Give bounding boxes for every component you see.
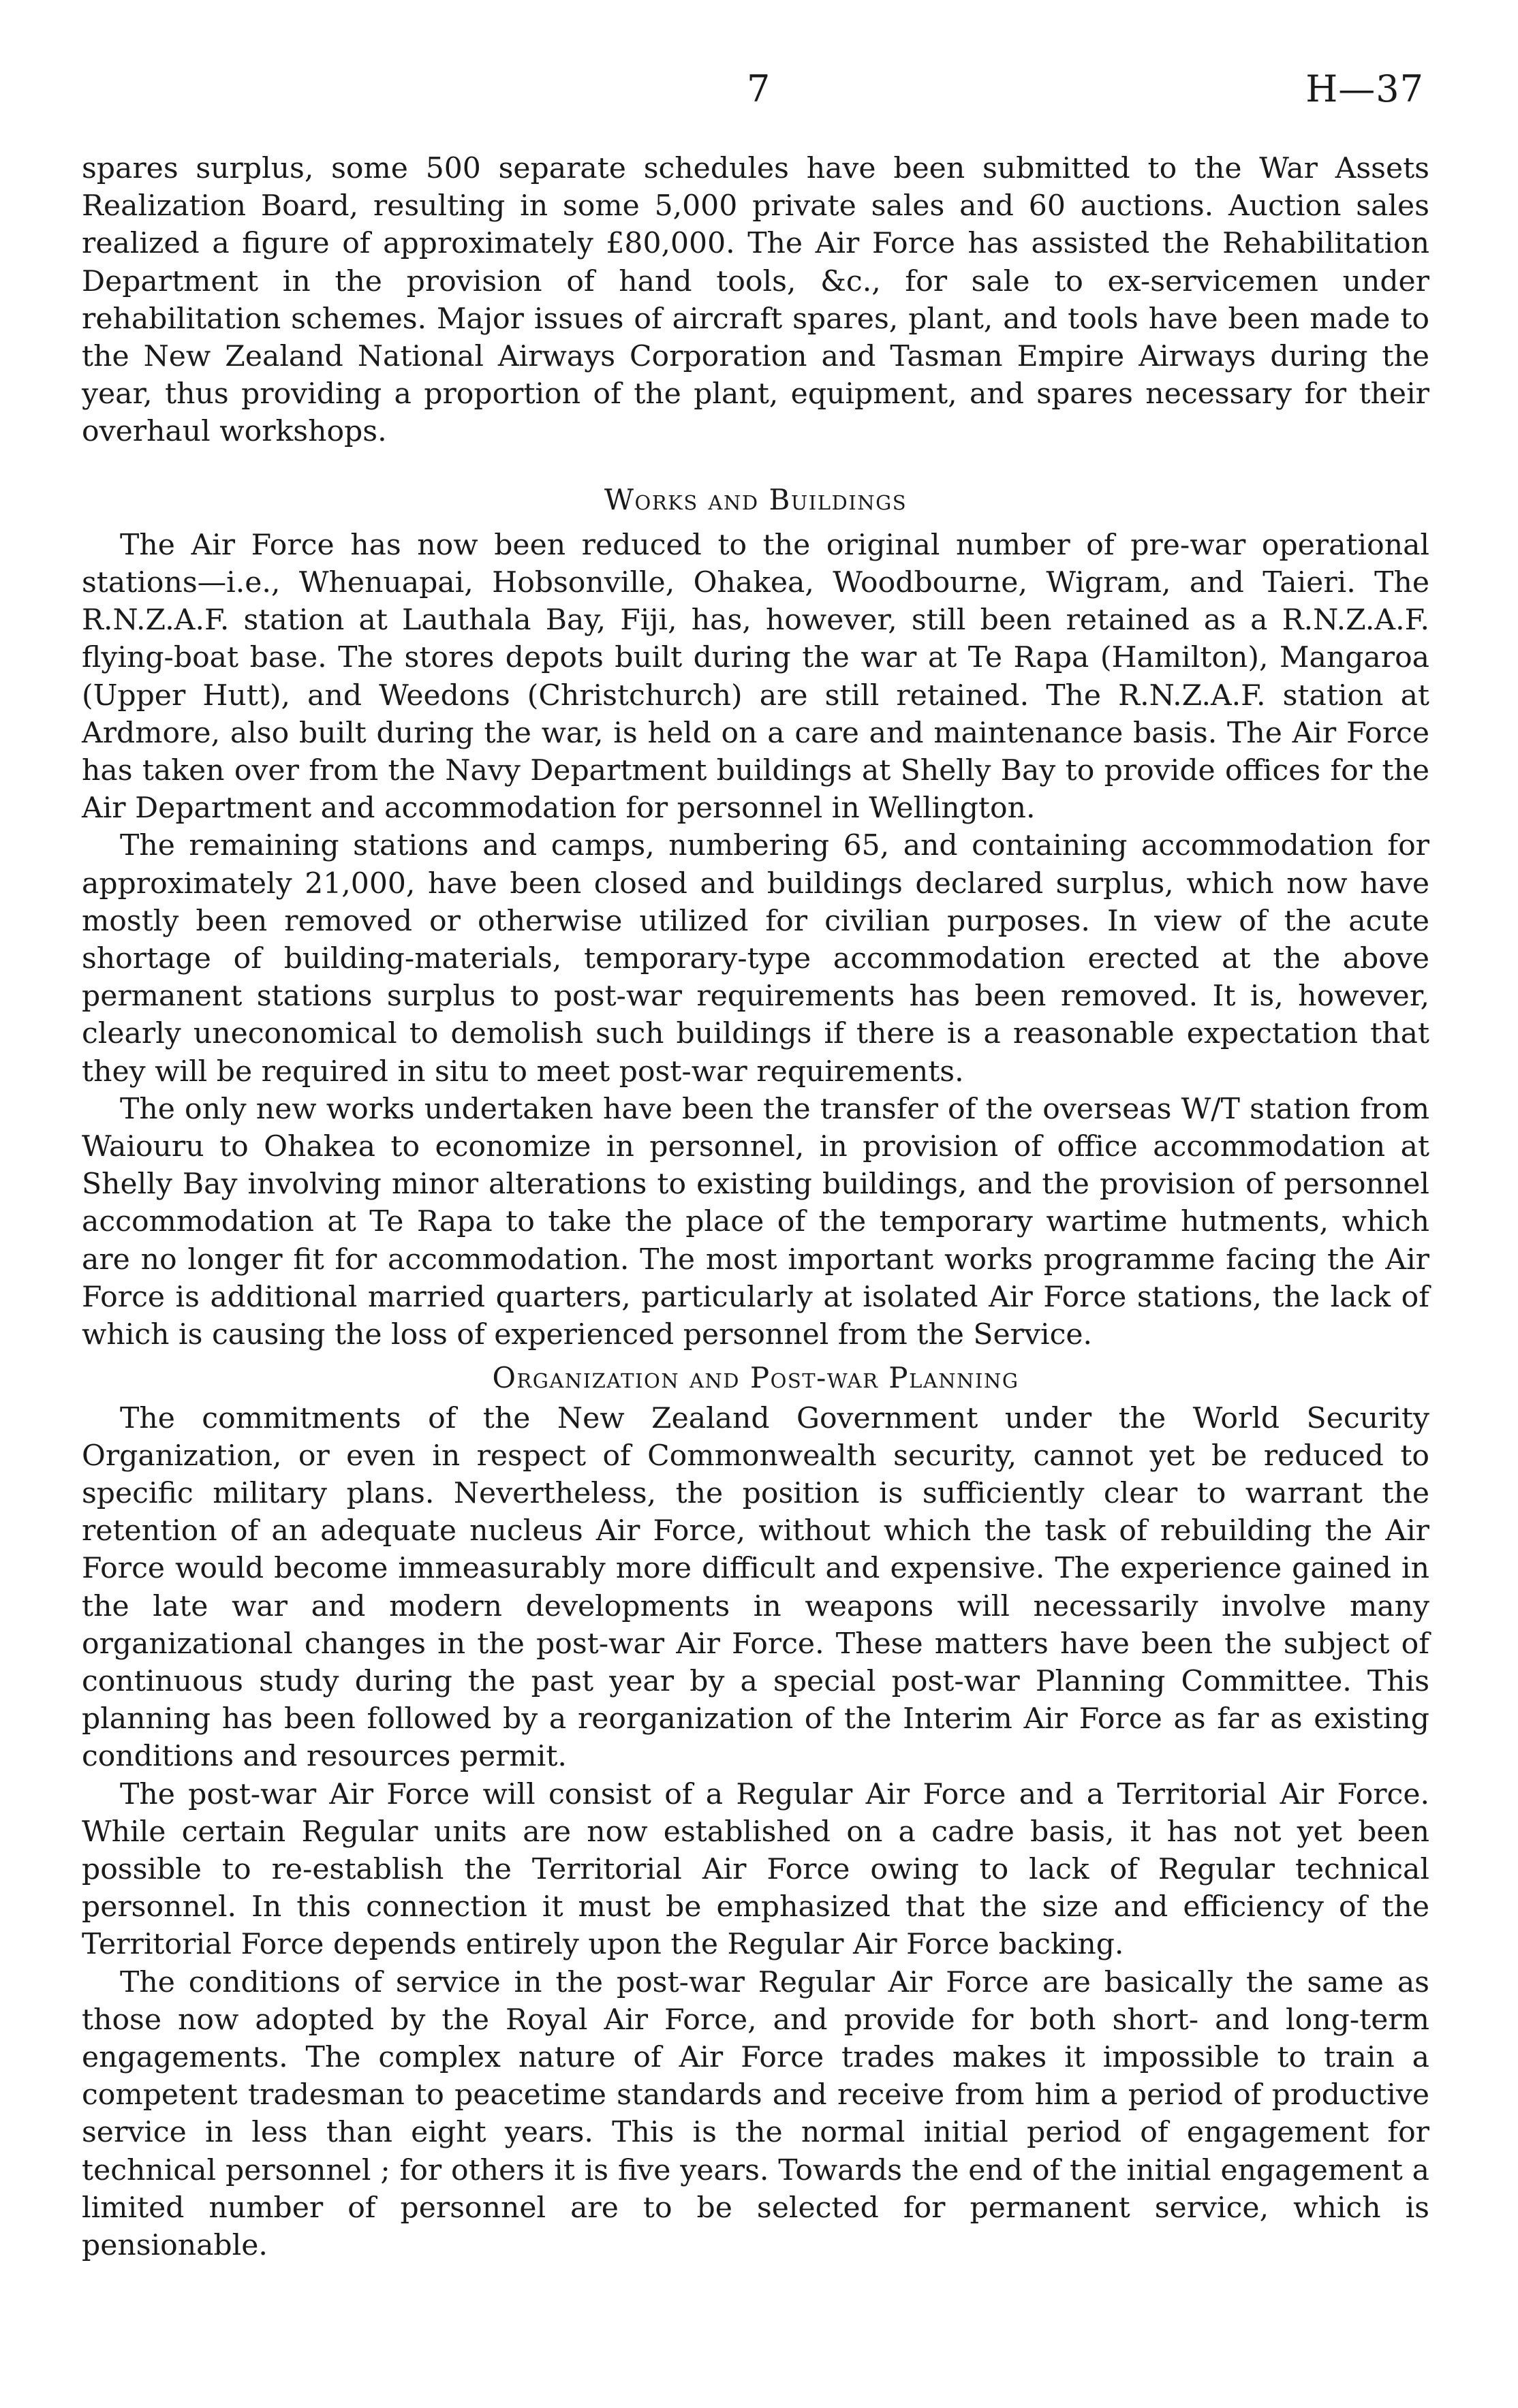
heading-organization-planning: Organization and Post-war Planning: [492, 1361, 1019, 1395]
paragraph-commitments: The commitments of the New Zealand Government under the World Security Organization, or even in respect of Commonwealth security, cannot yet be reduced to specific military plans. Nevertheless, the position is sufficiently clear to warrant the retention of an adequate nucleus Air Force, without which the task of rebuilding the Air Force would become immeasurably more difficult and expensive. The experience gained in the late war and modern developments in weapons will necessarily involve many organizational changes in the post-war Air Force. These matters have been the subject of continuous study during the past year by a special post-war Planning Committee. This planning has been followed by a reorganization of the Interim Air Force as far as existing conditions and resources permit.: [82, 1401, 1429, 1774]
document-reference: H—37: [1305, 67, 1424, 110]
paragraph-stations-reduced: The Air Force has now been reduced to the original number of pre-war operational stations—i.e., Whenuapai, Hobsonville, Ohakea, Woodbourne, Wigram, and Taieri. The R.N.Z.A.F. station at Lauthala Bay, Fiji, has, however, still been retained as a R.N.Z.A.F. flying-boat base. The stores depots built during the war at Te Rapa (Hamilton), Mangaroa (Upper Hutt), and Weedons (Christchurch) are still retained. The R.N.Z.A.F. station at Ardmore, also built during the war, is held on a care and maintenance basis. The Air Force has taken over from the Navy Department buildings at Shelly Bay to provide offices for the Air Department and accommodation for personnel in Wellington.: [82, 528, 1429, 826]
paragraph-new-works: The only new works undertaken have been the transfer of the overseas W/T station from Waiouru to Ohakea to economize in personnel, in provision of office accommodation at Shelly Bay involving minor alterations to existing buildings, and the provision of personnel accommodation at Te Rapa to take the place of the temporary wartime hutments, which are no longer fit for accommodation. The most important works programme facing the Air Force is additional married quarters, particularly at isolated Air Force stations, the lack of which is causing the loss of experienced personnel from the Service.: [82, 1092, 1429, 1352]
page-header: [0, 65, 1518, 120]
heading-works-and-buildings: Works and Buildings: [604, 482, 908, 516]
document-body: [82, 150, 1429, 2264]
paragraph-remaining-stations: The remaining stations and camps, numbering 65, and containing accommodation for approximately 21,000, have been closed and buildings declared surplus, which now have mostly been removed or otherwise utilized for civilian purposes. In view of the acute shortage of building-materials, temporary-type accommodation erected at the above permanent stations surplus to post-war requirements has been removed. It is, however, clearly uneconomical to demolish such buildings if there is a reasonable expectation that they will be required in situ to meet post-war requirements.: [82, 829, 1429, 1089]
paragraph-spares-surplus: spares surplus, some 500 separate schedules have been submitted to the War Assets Realization Board, resulting in some 5,000 private sales and 60 auctions. Auction sales realized a figure of approximately £80,000. The Air Force has assisted the Rehabilitation Department in the provision of hand tools, &c., for sale to ex-servicemen under rehabilitation schemes. Major issues of aircraft spares, plant, and tools have been made to the New Zealand National Airways Corporation and Tasman Empire Airways during the year, thus providing a proportion of the plant, equipment, and spares necessary for their overhaul workshops.: [82, 152, 1429, 449]
paragraph-conditions-of-service: The conditions of service in the post-war Regular Air Force are basically the same as those now adopted by the Royal Air Force, and provide for both short- and long-term engagements. The complex nature of Air Force trades makes it impossible to train a competent tradesman to peacetime standards and receive from him a period of productive service in less than eight years. This is the normal initial period of engagement for technical personnel ; for others it is five years. Towards the end of the initial engagement a limited number of personnel are to be selected for permanent service, which is pensionable.: [82, 1965, 1429, 2262]
paragraph-regular-territorial: The post-war Air Force will consist of a Regular Air Force and a Territorial Air Force. While certain Regular units are now established on a cadre basis, it has not yet been possible to re-establish the Territorial Air Force owing to lack of Regular technical personnel. In this connection it must be emphasized that the size and efficiency of the Territorial Force depends entirely upon the Regular Air Force backing.: [82, 1777, 1429, 1962]
page-number: 7: [747, 67, 771, 110]
